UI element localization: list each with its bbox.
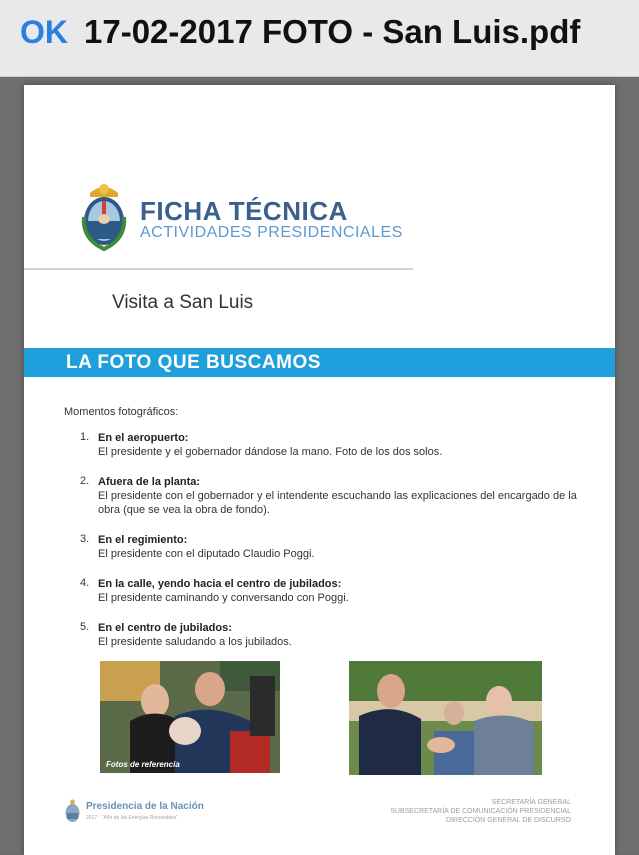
list-item: [80, 431, 590, 459]
moment-number: 5.: [80, 621, 90, 633]
moment-description: El presidente caminando y conversando con Poggi.: [98, 592, 349, 604]
document-title: 17-02-2017 FOTO - San Luis.pdf: [84, 13, 581, 50]
photo-caption: Fotos de referencia: [106, 760, 180, 769]
moment-title: Afuera de la planta:: [98, 476, 201, 488]
reference-photo-handshake: [349, 661, 542, 775]
photo-illustration: [100, 661, 280, 773]
moment-description: El presidente con el diputado Claudio Poggi.: [98, 548, 315, 560]
moments-list: [80, 431, 590, 665]
ok-button[interactable]: OK: [20, 14, 68, 50]
moment-description: El presidente con el gobernador y el intendente escuchando las explicaciones del encargado de la obra (que se vea la obra de fondo).: [98, 490, 577, 516]
moment-number: 4.: [80, 577, 90, 589]
top-toolbar: [0, 0, 639, 77]
moments-label: Momentos fotográficos:: [64, 406, 179, 418]
moment-title: En el aeropuerto:: [98, 432, 189, 444]
footer-line-2: SUBSECRETARÍA DE COMUNICACIÓN PRESIDENCIAL: [390, 808, 571, 815]
footer-secretaria: [390, 798, 571, 825]
list-item: [80, 577, 590, 605]
pdf-page: [24, 85, 615, 855]
section-title: LA FOTO QUE BUSCAMOS: [66, 352, 321, 373]
list-item: [80, 533, 590, 561]
footer-coat-of-arms-icon: [64, 799, 81, 824]
footer-line-3: DIRECCIÓN GENERAL DE DISCURSO: [446, 817, 571, 824]
reference-photo-hug: [100, 661, 280, 773]
pdf-viewer[interactable]: [0, 77, 639, 853]
visit-title: Visita a San Luis: [112, 292, 254, 313]
moment-description: El presidente saludando a los jubilados.: [98, 636, 292, 648]
moment-number: 1.: [80, 431, 90, 443]
moment-description: El presidente y el gobernador dándose la mano. Foto de los dos solos.: [98, 446, 443, 458]
list-item: [80, 621, 590, 649]
moment-number: 2.: [80, 475, 90, 487]
ficha-subtitle: ACTIVIDADES PRESIDENCIALES: [140, 224, 403, 241]
moment-title: En la calle, yendo hacia el centro de jubilados:: [98, 578, 342, 590]
moment-title: En el regimiento:: [98, 534, 188, 546]
list-item: [80, 475, 590, 517]
footer-line-1: SECRETARÍA GENERAL: [491, 799, 571, 806]
moment-number: 3.: [80, 533, 90, 545]
argentina-coat-of-arms-icon: [80, 183, 128, 253]
moment-title: En el centro de jubilados:: [98, 622, 232, 634]
section-band: [24, 348, 615, 377]
footer-year-motto: 2017 - "Año de las Energías Renovables": [86, 815, 178, 821]
footer-presidencia: Presidencia de la Nación: [86, 801, 204, 812]
ficha-title: FICHA TÉCNICA: [140, 196, 348, 226]
photo-illustration: [349, 661, 542, 775]
header-divider: [24, 268, 413, 270]
